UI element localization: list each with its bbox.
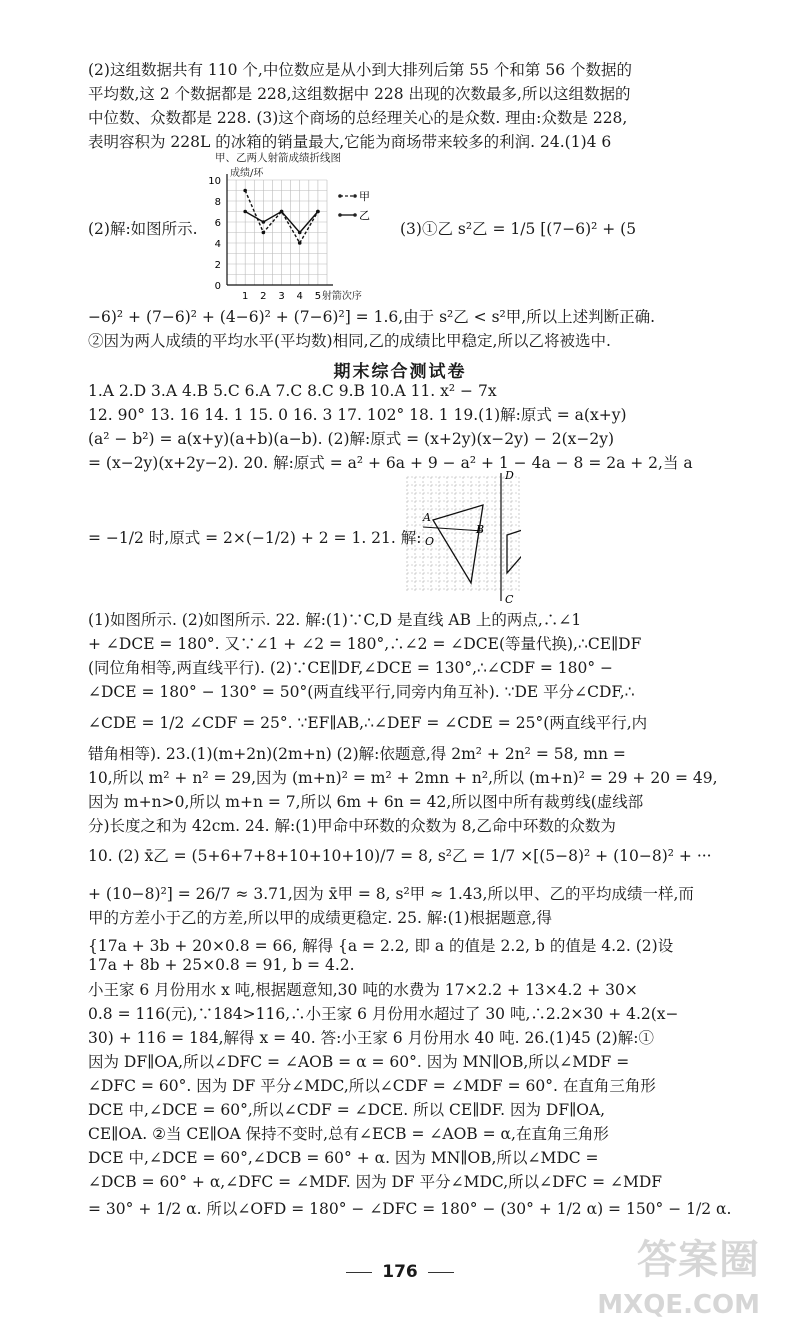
text-line: 分)长度之和为 42cm. 24. 解:(1)甲命中环数的众数为 8,乙命中环数的众数为 <box>88 817 616 835</box>
chart-ylabel: 成绩/环 <box>230 168 264 179</box>
text-line: 甲的方差小于乙的方差,所以甲的成绩更稳定. 25. 解:(1)根据题意,得 <box>88 909 552 927</box>
y-tick-label: 10 <box>208 176 221 187</box>
legend-yi-label: 乙 <box>359 209 370 222</box>
label-c: C <box>505 593 514 605</box>
text-line: DCE 中,∠DCE = 60°,所以∠CDF = ∠DCE. 所以 CE∥DF. 因为 DF∥OA, <box>88 1101 606 1119</box>
text-line: (3)①乙 s²乙 = 1/5 [(7−6)² + (5 <box>400 220 637 238</box>
y-tick-label: 2 <box>214 260 221 271</box>
data-point <box>298 241 302 245</box>
x-tick-label: 3 <box>278 291 285 300</box>
segment-ab <box>423 527 483 531</box>
y-tick-label: 0 <box>214 281 221 292</box>
legend-yi-marker <box>353 213 357 217</box>
text-line: 17a + 8b + 25×0.8 = 91, b = 4.2. <box>88 956 355 974</box>
label-d: D <box>505 469 514 482</box>
data-point <box>316 210 320 214</box>
data-point <box>243 210 247 214</box>
text-line: 错角相等). 23.(1)(m+2n)(2m+n) (2)解:依题意,得 2m² + 2n² = 58, mn = <box>88 745 626 763</box>
text-line: = (x−2y)(x+2y−2). 20. 解:原式 = a² + 6a + 9 − a² + 1 − 4a − 8 = 2a + 2,当 a <box>88 454 693 472</box>
legend-yi-marker <box>338 213 342 217</box>
text-line: + (10−8)²] = 26/7 ≈ 3.71,因为 x̄甲 = 8, s²甲 ≈ 1.43,所以甲、乙的平均成绩一样,而 <box>88 885 694 903</box>
chart-legend <box>338 190 370 222</box>
text-line: DCE 中,∠DCE = 60°,∠DCB = 60° + α. 因为 MN∥OB,所以∠MDC = <box>88 1149 599 1167</box>
y-tick-label: 6 <box>214 218 221 229</box>
text-line: −6)² + (7−6)² + (4−6)² + (7−6)²] = 1.6,由于 s²乙 < s²甲,所以上述判断正确. <box>88 308 656 326</box>
text-line: 12. 90° 13. 16 14. 1 15. 0 16. 3 17. 102° 18. 1 19.(1)解:原式 = a(x+y) <box>88 406 627 424</box>
page-number-text: 176 <box>382 1262 418 1282</box>
text-line: = −1/2 时,原式 = 2×(−1/2) + 2 = 1. 21. 解: <box>88 529 422 547</box>
text-line: (2)这组数据共有 110 个,中位数应是从小到大排列后第 55 个和第 56 个数据的 <box>88 61 632 79</box>
text-line: 表明容积为 228L 的冰箱的销量最大,它能为商场带来较多的利润. 24.(1)4 6 <box>88 133 612 151</box>
x-tick-label: 5 <box>314 291 322 300</box>
watermark-logo: 答案圈 <box>637 1237 760 1283</box>
chart-grid <box>227 180 327 285</box>
y-tick-label: 8 <box>214 197 221 208</box>
y-tick-label: 4 <box>214 239 221 250</box>
text-line: 30) + 116 = 184,解得 x = 40. 答:小王家 6 月份用水 40 吨. 26.(1)45 (2)解:① <box>88 1029 654 1047</box>
text-line: ∠DCB = 60° + α,∠DFC = ∠MDF. 因为 DF 平分∠MDC,所以∠DFC = ∠MDF <box>88 1173 663 1191</box>
chart-title: 甲、乙两人射箭成绩折线图 <box>215 152 341 164</box>
text-line: ②因为两人成绩的平均水平(平均数)相同,乙的成绩比甲稳定,所以乙将被选中. <box>88 332 611 350</box>
text-line: (同位角相等,两直线平行). (2)∵CE∥DF,∠DCE = 130°,∴∠CDF = 180° − <box>88 659 614 677</box>
chart-xlabel: 射箭次序 <box>321 291 362 300</box>
score-line-chart <box>195 165 395 300</box>
text-line: 10. (2) x̄乙 = (5+6+7+8+10+10+10)/7 = 8, s²乙 = 1/7 ×[(5−8)² + (10−8)² + ··· <box>88 847 712 865</box>
x-tick-label: 2 <box>260 291 267 300</box>
section-title: 期末综合测试卷 <box>333 362 467 382</box>
legend-jia-marker <box>338 194 342 198</box>
text-line: {17a + 3b + 20×0.8 = 66, 解得 {a = 2.2, 即 a 的值是 2.2, b 的值是 4.2. (2)设 <box>88 937 674 955</box>
watermark-url: MXQE.COM <box>597 1290 760 1320</box>
label-b: B <box>476 523 485 536</box>
text-line: 10,所以 m² + n² = 29,因为 (m+n)² = m² + 2mn + n²,所以 (m+n)² = 29 + 20 = 49, <box>88 769 718 787</box>
text-line: ∠DCE = 180° − 130° = 50°(两直线平行,同旁内角互补). ∵DE 平分∠CDF,∴ <box>88 683 635 701</box>
grid-lines <box>407 477 519 593</box>
text-line: 平均数,这 2 个数据都是 228,这组数据中 228 出现的次数最多,所以这组数据的 <box>88 85 631 103</box>
data-point <box>298 231 302 235</box>
data-point <box>262 231 266 235</box>
text-line: (1)如图所示. (2)如图所示. 22. 解:(1)∵C,D 是直线 AB 上的两点,∴∠1 <box>88 611 582 629</box>
data-point <box>280 210 284 214</box>
data-point <box>243 189 247 193</box>
legend-jia-marker <box>353 194 357 198</box>
text-line: + ∠DCE = 180°. 又∵∠1 + ∠2 = 180°,∴∠2 = ∠DCE(等量代换),∴CE∥DF <box>88 635 642 653</box>
page-number-dash-right <box>428 1272 454 1273</box>
label-o: O <box>425 535 435 548</box>
label-a: A <box>423 511 431 524</box>
text-line: 1.A 2.D 3.A 4.B 5.C 6.A 7.C 8.C 9.B 10.A 11. x² − 7x <box>88 382 497 400</box>
text-line: 因为 m+n>0,所以 m+n = 7,所以 6m + 6n = 42,所以图中所有裁剪线(虚线部 <box>88 793 644 811</box>
text-line: ∠CDE = 1/2 ∠CDF = 25°. ∵EF∥AB,∴∠DEF = ∠CDE = 25°(两直线平行,内 <box>88 714 648 732</box>
x-tick-label: 4 <box>296 291 303 300</box>
text-line: (a² − b²) = a(x+y)(a+b)(a−b). (2)解:原式 = (x+2y)(x−2y) − 2(x−2y) <box>88 430 615 448</box>
text-line: (2)解:如图所示. <box>88 220 198 238</box>
chart-ticks <box>208 176 321 300</box>
data-point <box>262 220 266 224</box>
text-line: ∠DFC = 60°. 因为 DF 平分∠MDC,所以∠CDF = ∠MDF = 60°. 在直角三角形 <box>88 1077 656 1095</box>
text-line: 小王家 6 月份用水 x 吨,根据题意知,30 吨的水费为 17×2.2 + 13×4.2 + 30× <box>88 981 638 999</box>
legend-jia-label: 甲 <box>359 190 370 203</box>
text-line: 0.8 = 116(元),∵184>116,∴小王家 6 月份用水超过了 30 吨,∴2.2×30 + 4.2(x− <box>88 1005 679 1023</box>
text-line: CE∥OA. ②当 CE∥OA 保持不变时,总有∠ECB = ∠AOB = α,在直角三角形 <box>88 1125 609 1143</box>
x-tick-label: 1 <box>241 291 249 300</box>
text-line: 因为 DF∥OA,所以∠DFC = ∠AOB = α = 60°. 因为 MN∥OB,所以∠MDF = <box>88 1053 630 1071</box>
text-line: 中位数、众数都是 228. (3)这个商场的总经理关心的是众数. 理由:众数是 228, <box>88 109 628 127</box>
page-number-dash-left <box>346 1272 372 1273</box>
text-line: = 30° + 1/2 α. 所以∠OFD = 180° − ∠DFC = 180° − (30° + 1/2 α) = 150° − 1/2 α. <box>88 1200 732 1218</box>
